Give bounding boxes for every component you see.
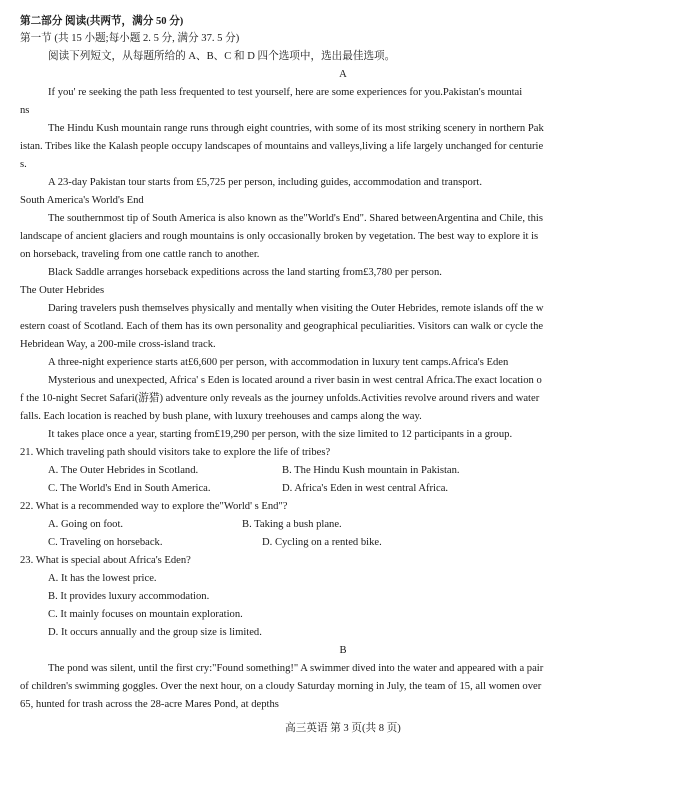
- passage-a-line: Black Saddle arranges horseback expeditions across the land starting from£3,780 per person.: [48, 267, 442, 278]
- passage-a-label: A: [339, 69, 347, 80]
- passage-a-line: f the 10-night Secret Safari(游猎) adventure only reveals as the journey unfolds.Activities revolve around rivers and water: [20, 393, 540, 404]
- passage-a-line: falls. Each location is reached by bush plane, with luxury treehouses and camps along the way.: [20, 411, 422, 422]
- passage-b-label: B: [339, 645, 347, 656]
- passage-a-line: istan. Tribes like the Kalash people occupy landscapes of mountains and valleys,living a life largely unchanged for centurie: [20, 141, 544, 152]
- passage-a-line: If you' re seeking the path less frequented to test yourself, here are some experiences for you.Pakistan's mountai: [48, 87, 523, 98]
- question-21-option-c: C. The World's End in South America.: [48, 483, 211, 494]
- passage-a-line: ns: [20, 105, 30, 116]
- passage-a-line: on horseback, traveling from one cattle ranch to another.: [20, 249, 260, 260]
- question-22-option-b: B. Taking a bush plane.: [242, 519, 342, 530]
- passage-a-subheading: South America's World's End: [20, 195, 144, 206]
- passage-a-line: The southernmost tip of South America is also known as the"World's End". Shared betweenArgentina and Chile, this: [48, 213, 543, 224]
- passage-a-line: landscape of ancient glaciers and rough mountains is only occasionally broken by vegetation. The best way to explore it is: [20, 231, 539, 242]
- passage-a-line: estern coast of Scotland. Each of them has its own personality and geographical peculiarities. Visitors can walk or cycle the: [20, 321, 544, 332]
- question-22-option-a: A. Going on foot.: [48, 519, 124, 530]
- question-21-option-b: B. The Hindu Kush mountain in Pakistan.: [282, 465, 460, 476]
- passage-a-line: It takes place once a year, starting from£19,290 per person, with the size limited to 12 participants in a group.: [48, 429, 513, 440]
- passage-a-line: A 23-day Pakistan tour starts from £5,725 per person, including guides, accommodation and transport.: [48, 177, 482, 188]
- question-22-stem: 22. What is a recommended way to explore the"World' s End"?: [20, 501, 288, 512]
- passage-b-line: The pond was silent, until the first cry:"Found something!" A swimmer dived into the water and appeared with a pair: [48, 663, 544, 674]
- question-23-option-a: A. It has the lowest price.: [48, 573, 157, 584]
- question-23-option-d: D. It occurs annually and the group size is limited.: [48, 627, 262, 638]
- question-23-option-b: B. It provides luxury accommodation.: [48, 591, 210, 602]
- passage-a-line: Mysterious and unexpected, Africa' s Eden is located around a river basin in west central Africa.The exact location o: [48, 375, 542, 386]
- passage-a-line: s.: [20, 159, 27, 170]
- question-23-option-c: C. It mainly focuses on mountain exploration.: [48, 609, 243, 620]
- page-footer: 高三英语 第 3 页(共 8 页): [285, 723, 401, 734]
- passage-a-line: Daring travelers push themselves physically and mentally when visiting the Outer Hebrides, remote islands off the w: [48, 303, 544, 314]
- part-heading: 第二部分 阅读(共两节，满分 50 分): [20, 16, 184, 27]
- instruction: 阅读下列短文，从每题所给的 A、B、C 和 D 四个选项中，选出最佳选项。: [48, 51, 396, 62]
- question-22-option-d: D. Cycling on a rented bike.: [262, 537, 382, 548]
- passage-a-line: Hebridean Way, a 200-mile cross-island track.: [20, 339, 216, 350]
- passage-b-line: 65, hunted for trash across the 28-acre Mares Pond, at depths: [20, 699, 279, 710]
- question-21-option-a: A. The Outer Hebrides in Scotland.: [48, 465, 199, 476]
- question-22-option-c: C. Traveling on horseback.: [48, 537, 163, 548]
- section-heading: 第一节 (共 15 小题;每小题 2. 5 分, 满分 37. 5 分): [20, 33, 240, 44]
- passage-b-line: of children's swimming goggles. Over the next hour, on a cloudy Saturday morning in July, the team of 15, all women over: [20, 681, 542, 692]
- question-21-stem: 21. Which traveling path should visitors take to explore the life of tribes?: [20, 447, 331, 458]
- passage-a-line: The Hindu Kush mountain range runs through eight countries, with some of its most striking scenery in northern Pak: [48, 123, 544, 134]
- passage-a-subheading: The Outer Hebrides: [20, 285, 105, 296]
- question-23-stem: 23. What is special about Africa's Eden?: [20, 555, 191, 566]
- question-21-option-d: D. Africa's Eden in west central Africa.: [282, 483, 449, 494]
- passage-a-line: A three-night experience starts at£6,600 per person, with accommodation in luxury tent camps.Africa's Eden: [48, 357, 509, 368]
